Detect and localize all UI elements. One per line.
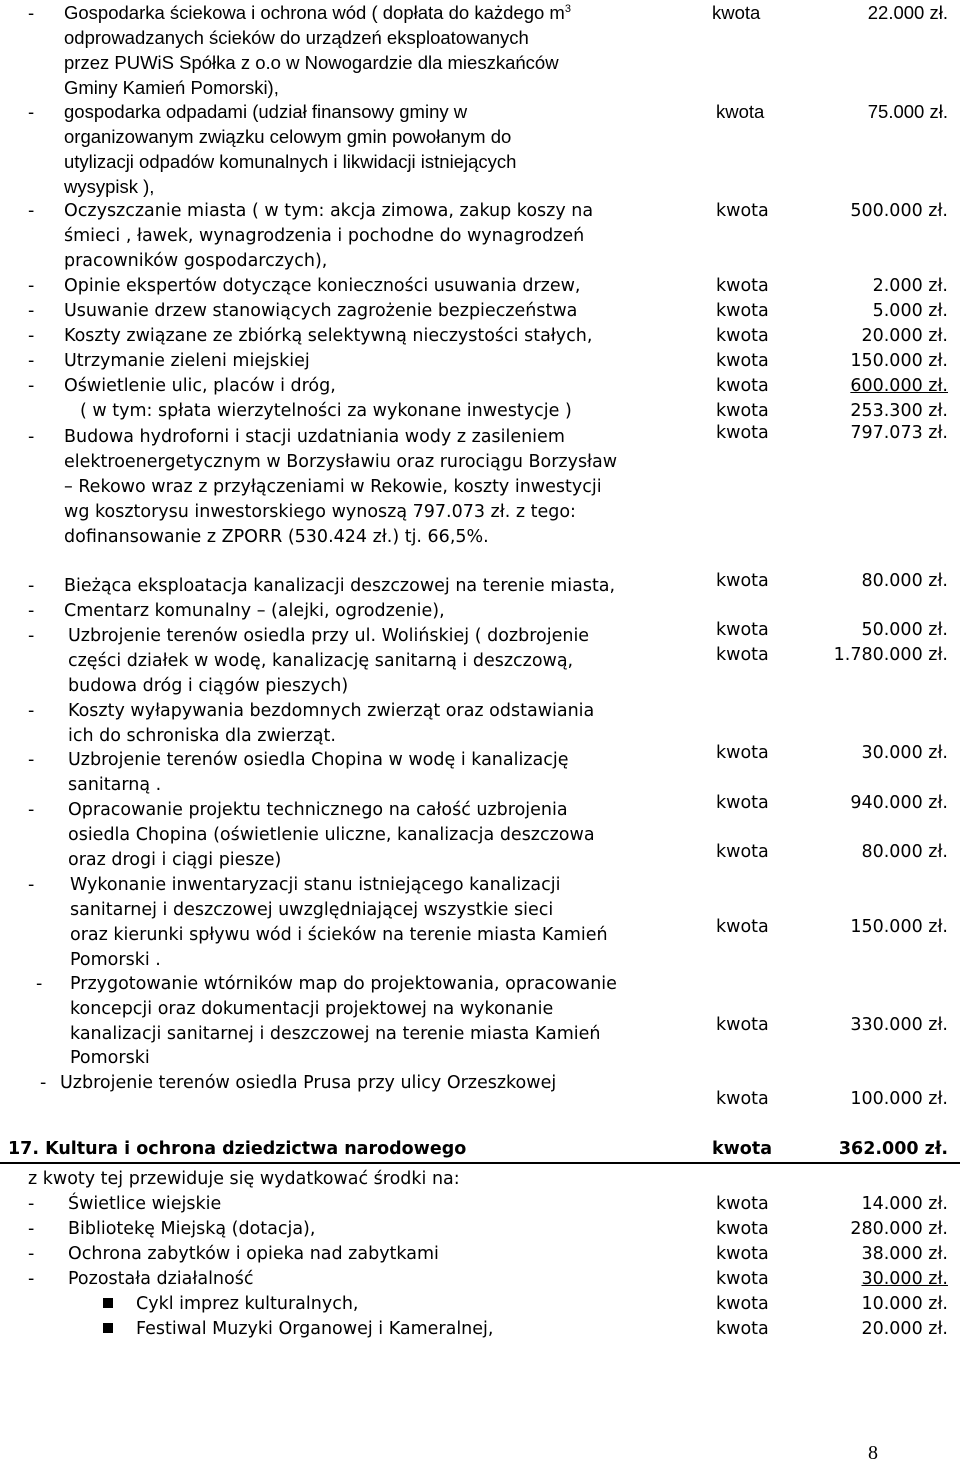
amount: 50.000 zł. bbox=[861, 620, 948, 640]
list-item-line: Usuwanie drzew stanowiących zagrożenie bezpieczeństwa bbox=[64, 301, 578, 321]
section-intro: z kwoty tej przewiduje się wydatkować środki na: bbox=[28, 1169, 460, 1189]
list-item-line: Oświetlenie ulic, placów i dróg, bbox=[64, 376, 336, 396]
list-item-line: budowa dróg i ciągów pieszych) bbox=[68, 676, 349, 696]
list-item-line: Oczyszczanie miasta ( w tym: akcja zimowa, zakup koszy na bbox=[64, 201, 594, 221]
list-item-line: śmieci , ławek, wynagrodzenia i pochodne do wynagrodzeń bbox=[64, 226, 585, 246]
list-dash: - bbox=[28, 875, 35, 895]
list-dash: - bbox=[28, 626, 35, 646]
list-item-line: wysypisk ), bbox=[64, 176, 155, 197]
amount: 30.000 zł. bbox=[861, 743, 948, 763]
kwota-label: kwota bbox=[716, 201, 769, 221]
bullet-square-icon bbox=[103, 1323, 113, 1333]
kwota-label: kwota bbox=[716, 1219, 769, 1239]
list-item-line: elektroenergetycznym w Borzysławiu oraz rurociągu Borzysław bbox=[64, 452, 618, 472]
amount: 10.000 zł. bbox=[861, 1294, 948, 1314]
kwota-label: kwota bbox=[716, 1319, 769, 1339]
list-item-line: kanalizacji sanitarnej i deszczowej na terenie miasta Kamień bbox=[70, 1024, 601, 1044]
kwota-label: kwota bbox=[716, 276, 769, 296]
amount: 2.000 zł. bbox=[872, 276, 948, 296]
amount: 500.000 zł. bbox=[850, 201, 948, 221]
list-item-line: Uzbrojenie terenów osiedla Chopina w wodę i kanalizację bbox=[68, 750, 569, 770]
amount: 5.000 zł. bbox=[872, 301, 948, 321]
list-item-line: Wykonanie inwentaryzacji stanu istniejącego kanalizacji bbox=[70, 875, 561, 895]
list-dash: - bbox=[28, 576, 35, 596]
list-item-line: Uzbrojenie terenów osiedla przy ul. Wolińskiej ( dozbrojenie bbox=[68, 626, 590, 646]
kwota-label: kwota bbox=[716, 743, 769, 763]
kwota-label: kwota bbox=[716, 1294, 769, 1314]
list-dash: - bbox=[28, 276, 35, 296]
list-item-line: sanitarnej i deszczowej uwzględniającej wszystkie sieci bbox=[70, 900, 554, 920]
kwota-label: kwota bbox=[716, 101, 765, 122]
list-dash: - bbox=[28, 701, 35, 721]
kwota-label: kwota bbox=[716, 1089, 769, 1109]
list-dash: - bbox=[28, 750, 35, 770]
list-item-line: Opracowanie projektu technicznego na całość uzbrojenia bbox=[68, 800, 568, 820]
kwota-label: kwota bbox=[716, 423, 769, 443]
list-item-line: ich do schroniska dla zwierząt. bbox=[68, 726, 336, 746]
list-item-line: Bibliotekę Miejską (dotacja), bbox=[68, 1219, 316, 1239]
list-item-line: Gospodarka ściekowa i ochrona wód ( dopłata do każdego $m^3$ bbox=[64, 2, 571, 23]
kwota-label: kwota bbox=[716, 376, 769, 396]
kwota-label: kwota bbox=[712, 2, 761, 23]
list-item-line: Koszty związane ze zbiórką selektywną nieczystości stałych, bbox=[64, 326, 593, 346]
kwota-label: kwota bbox=[716, 1015, 769, 1035]
list-item-line: Ochrona zabytków i opieka nad zabytkami bbox=[68, 1244, 439, 1264]
list-item-line: koncepcji oraz dokumentacji projektowej na wykonanie bbox=[70, 999, 554, 1019]
amount: 75.000 zł. bbox=[867, 101, 948, 122]
amount: 150.000 zł. bbox=[850, 917, 948, 937]
list-dash: - bbox=[28, 1219, 35, 1239]
list-item-line: organizowanym związku celowym gmin powołanym do bbox=[64, 126, 512, 147]
divider bbox=[0, 1162, 960, 1164]
superscript: 3 bbox=[564, 2, 571, 15]
bullet-square-icon bbox=[103, 1298, 113, 1308]
amount: 150.000 zł. bbox=[850, 351, 948, 371]
list-item-line: Pozostała działalność bbox=[68, 1269, 254, 1289]
sub-list-item: Cykl imprez kulturalnych, bbox=[136, 1294, 359, 1314]
kwota-label: kwota bbox=[716, 620, 769, 640]
kwota-label: kwota bbox=[716, 917, 769, 937]
list-item-line: ( w tym: spłata wierzytelności za wykonane inwestycje ) bbox=[80, 401, 572, 421]
list-item-line: Pomorski bbox=[70, 1048, 150, 1068]
amount: 14.000 zł. bbox=[861, 1194, 948, 1214]
list-dash: - bbox=[28, 1194, 35, 1214]
amount-underlined: 600.000 zł. bbox=[850, 376, 948, 396]
amount: 80.000 zł. bbox=[861, 842, 948, 862]
amount: 330.000 zł. bbox=[850, 1015, 948, 1035]
kwota-label: kwota bbox=[716, 351, 769, 371]
sub-list-item: Festiwal Muzyki Organowej i Kameralnej, bbox=[136, 1319, 494, 1339]
list-dash: - bbox=[28, 101, 35, 122]
list-item-line: Cmentarz komunalny – (alejki, ogrodzenie), bbox=[64, 601, 445, 621]
list-dash: - bbox=[28, 2, 35, 23]
amount: 20.000 zł. bbox=[861, 326, 948, 346]
list-dash: - bbox=[28, 1269, 35, 1289]
kwota-label: kwota bbox=[716, 1194, 769, 1214]
kwota-label: kwota bbox=[716, 793, 769, 813]
list-item-line: oraz drogi i ciągi piesze) bbox=[68, 850, 282, 870]
amount: 940.000 zł. bbox=[850, 793, 948, 813]
list-item-line: przez PUWiS Spółka z o.o w Nowogardzie dla mieszkańców bbox=[64, 52, 559, 73]
kwota-label: kwota bbox=[716, 1244, 769, 1264]
list-item-line: Przygotowanie wtórników map do projektowania, opracowanie bbox=[70, 974, 617, 994]
kwota-label: kwota bbox=[716, 301, 769, 321]
list-item-line: części działek w wodę, kanalizację sanitarną i deszczową, bbox=[68, 651, 574, 671]
list-item-line: utylizacji odpadów komunalnych i likwidacji istniejących bbox=[64, 151, 517, 172]
list-dash: - bbox=[28, 351, 35, 371]
kwota-label: kwota bbox=[716, 1269, 769, 1289]
kwota-label: kwota bbox=[716, 571, 769, 591]
section-heading: 17. Kultura i ochrona dziedzictwa narodowego bbox=[8, 1139, 467, 1159]
list-item-line: wg kosztorysu inwestorskiego wynoszą 797.073 zł. z tego: bbox=[64, 502, 576, 522]
list-item-line: Utrzymanie zieleni miejskiej bbox=[64, 351, 310, 371]
kwota-label: kwota bbox=[716, 401, 769, 421]
amount: 38.000 zł. bbox=[861, 1244, 948, 1264]
list-item-line: Gminy Kamień Pomorski), bbox=[64, 77, 279, 98]
list-item-line: odprowadzanych ścieków do urządzeń eksploatowanych bbox=[64, 27, 529, 48]
list-item-line: sanitarną . bbox=[68, 775, 162, 795]
list-item-line: Uzbrojenie terenów osiedla Prusa przy ulicy Orzeszkowej bbox=[60, 1073, 557, 1093]
section-total-amount: 362.000 zł. bbox=[838, 1139, 948, 1159]
list-item-line: oraz kierunki spływu wód i ścieków na terenie miasta Kamień bbox=[70, 925, 608, 945]
amount: 280.000 zł. bbox=[850, 1219, 948, 1239]
amount: 80.000 zł. bbox=[861, 571, 948, 591]
kwota-label: kwota bbox=[716, 842, 769, 862]
kwota-label: kwota bbox=[716, 645, 769, 665]
list-item-line: Opinie ekspertów dotyczące konieczności usuwania drzew, bbox=[64, 276, 581, 296]
list-dash: - bbox=[36, 974, 43, 994]
amount: 253.300 zł. bbox=[850, 401, 948, 421]
list-dash: - bbox=[28, 427, 35, 447]
list-item-line: pracowników gospodarczych), bbox=[64, 251, 328, 271]
list-item-line: dofinansowanie z ZPORR (530.424 zł.) tj. 66,5%. bbox=[64, 527, 489, 547]
list-item-line: – Rekowo wraz z przyłączeniami w Rekowie, koszty inwestycji bbox=[64, 477, 602, 497]
list-dash: - bbox=[28, 376, 35, 396]
list-item-line: Pomorski . bbox=[70, 950, 161, 970]
list-dash: - bbox=[28, 1244, 35, 1264]
kwota-label: kwota bbox=[716, 326, 769, 346]
list-dash: - bbox=[28, 601, 35, 621]
amount-underlined: 30.000 zł. bbox=[861, 1269, 948, 1289]
amount: 797.073 zł. bbox=[850, 423, 948, 443]
list-item-line: Koszty wyłapywania bezdomnych zwierząt oraz odstawiania bbox=[68, 701, 595, 721]
list-dash: - bbox=[28, 800, 35, 820]
list-dash: - bbox=[28, 301, 35, 321]
page-number: 8 bbox=[868, 1442, 878, 1464]
list-item-line: Bieżąca eksploatacja kanalizacji deszczowej na terenie miasta, bbox=[64, 576, 616, 596]
list-item-line: Budowa hydroforni i stacji uzdatniania wody z zasileniem bbox=[64, 427, 565, 447]
kwota-label: kwota bbox=[712, 1139, 773, 1159]
amount: 1.780.000 zł. bbox=[833, 645, 948, 665]
list-dash: - bbox=[40, 1073, 47, 1093]
list-item-line: gospodarka odpadami (udział finansowy gminy w bbox=[64, 101, 468, 122]
list-item-line: osiedla Chopina (oświetlenie uliczne, kanalizacja deszczowa bbox=[68, 825, 595, 845]
amount: 100.000 zł. bbox=[850, 1089, 948, 1109]
list-dash: - bbox=[28, 201, 35, 221]
amount: 20.000 zł. bbox=[861, 1319, 948, 1339]
list-item-line: Świetlice wiejskie bbox=[68, 1194, 222, 1214]
amount: 22.000 zł. bbox=[867, 2, 948, 23]
list-dash: - bbox=[28, 326, 35, 346]
